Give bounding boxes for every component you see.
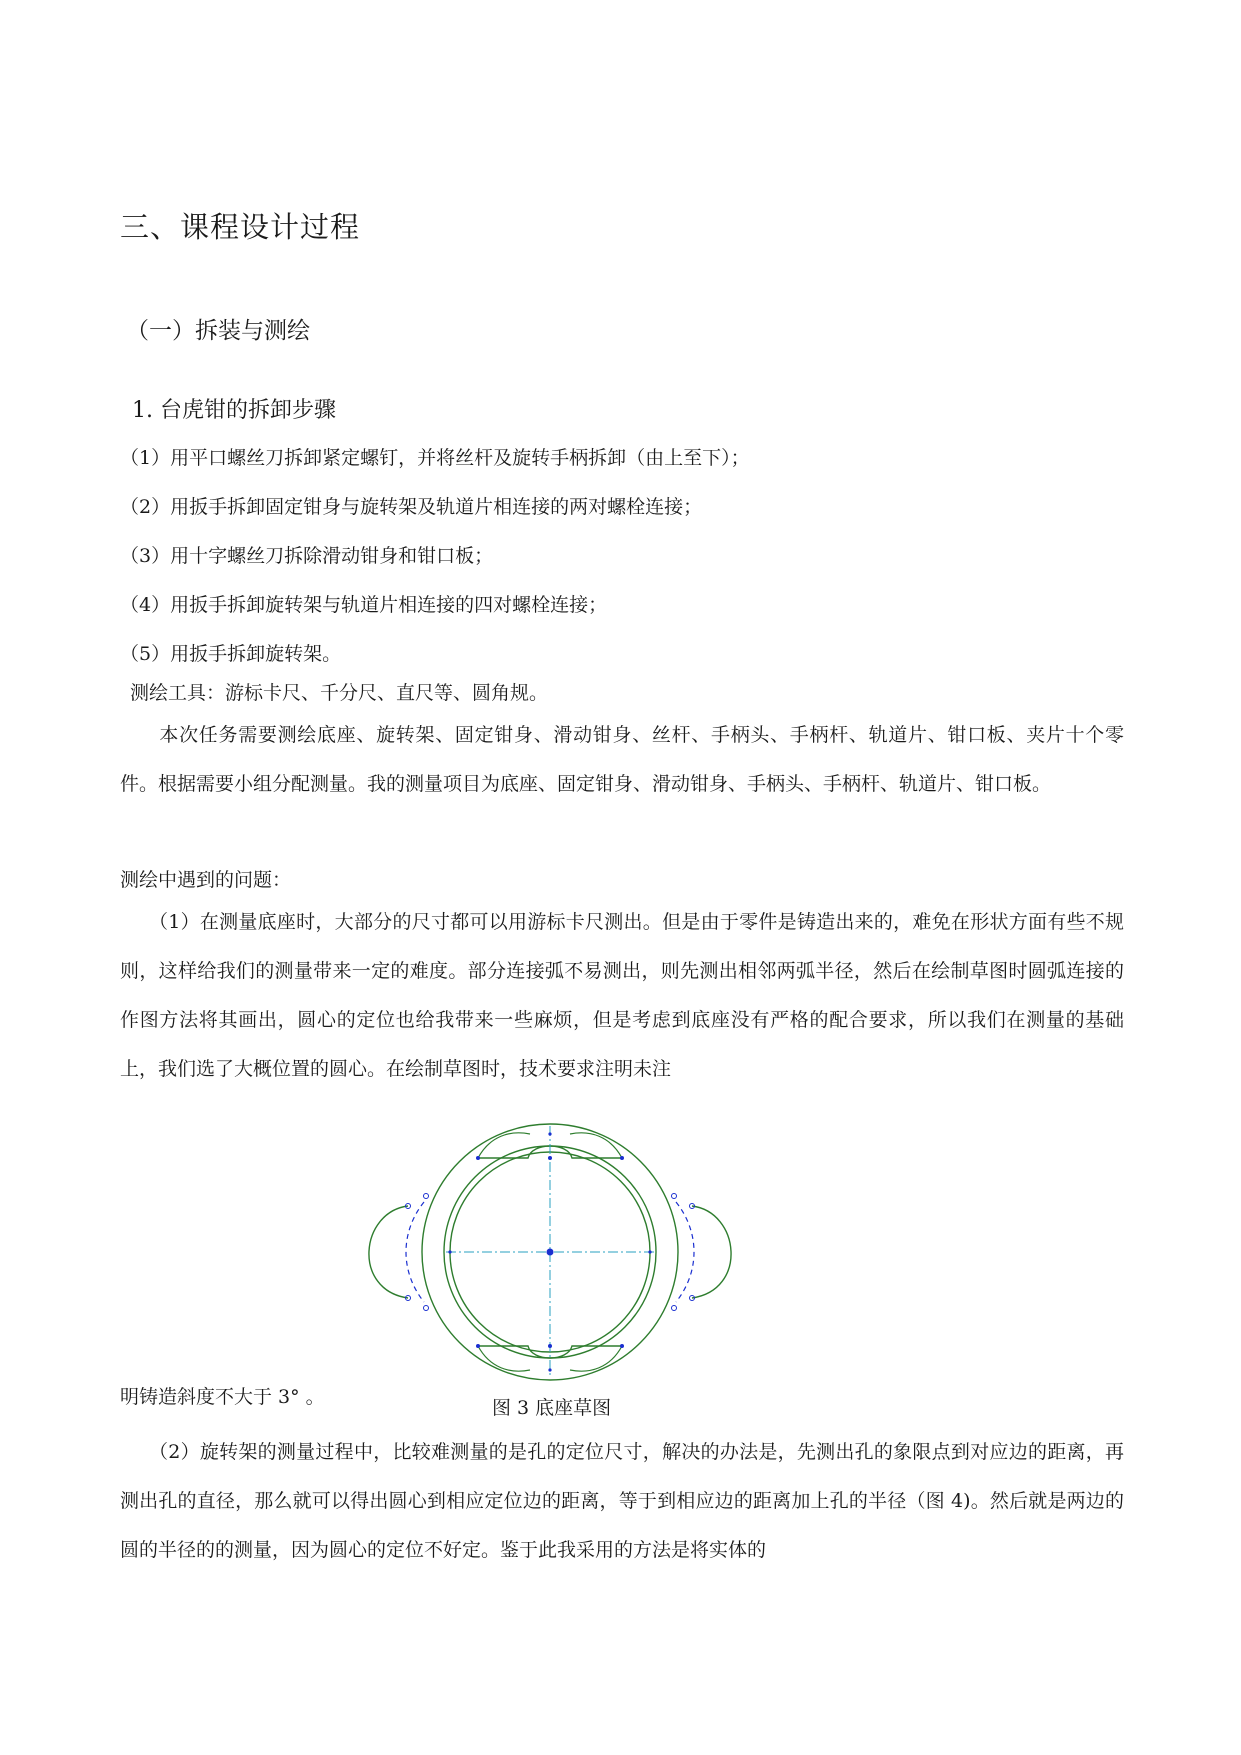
bottom-left-arc [478, 1346, 530, 1371]
problem-2-paragraph: （2）旋转架的测量过程中，比较难测量的是孔的定位尺寸，解决的办法是，先测出孔的象限点到对应边的距离，再测出孔的直径，那么就可以得出圆心到相应定位边的距离，等于到相应边的距离加上孔的半径（图 4)。然后就是两边的圆的半径的的测量，因为圆心的定位不好定。鉴于此我采用的方法是将实体的 [120, 1441, 1124, 1561]
task-paragraph: 本次任务需要测绘底座、旋转架、固定钳身、滑动钳身、丝杆、手柄头、手柄杆、轨道片、钳口板、夹片十个零件。根据需要小组分配测量。我的测量项目为底座、固定钳身、滑动钳身、手柄头、手柄杆、轨道片、钳口板。 [120, 724, 1124, 795]
right-lug [692, 1206, 731, 1298]
left-lug [369, 1206, 408, 1298]
problems-heading: 测绘中遇到的问题： [120, 869, 292, 891]
base-sketch-figure [360, 1122, 740, 1402]
figure-caption: 图 3 底座草图 [492, 1397, 612, 1419]
step-heading: 1. 台虎钳的拆卸步骤 [132, 398, 336, 423]
subsection-title: （一）拆装与测绘 [126, 318, 310, 344]
problem-1-tail: 明铸造斜度不大于 3° 。 [120, 1386, 325, 1408]
step-2: （2）用扳手拆卸固定钳身与旋转架及轨道片相连接的两对螺栓连接； [120, 496, 703, 518]
tools-line: 测绘工具：游标卡尺、千分尺、直尺等、圆角规。 [130, 682, 549, 704]
step-3: （3）用十字螺丝刀拆除滑动钳身和钳口板； [120, 545, 494, 567]
step-5: （5）用扳手拆卸旋转架。 [120, 643, 342, 665]
section-title: 三、课程设计过程 [120, 210, 361, 244]
left-construction-arc [406, 1202, 424, 1302]
bottom-right-arc [570, 1346, 622, 1371]
right-construction-arc [676, 1202, 694, 1302]
problem-1-paragraph: （1）在测量底座时，大部分的尺寸都可以用游标卡尺测出。但是由于零件是铸造出来的，难免在形状方面有些不规则，这样给我们的测量带来一定的难度。部分连接弧不易测出，则先测出相邻两弧半径，然后在绘制草图时圆弧连接的作图方法将其画出，圆心的定位也给我带来一些麻烦，但是考虑到底座没有严格的配合要求，所以我们在测量的基础上，我们选了大概位置的圆心。在绘制草图时，技术要求注明未注 [120, 911, 1124, 1080]
top-right-arc [570, 1133, 622, 1158]
step-1: （1）用平口螺丝刀拆卸紧定螺钉，并将丝杆及旋转手柄拆卸（由上至下）； [120, 447, 750, 469]
top-left-arc [478, 1133, 530, 1158]
step-4: （4）用扳手拆卸旋转架与轨道片相连接的四对螺栓连接； [120, 594, 608, 616]
